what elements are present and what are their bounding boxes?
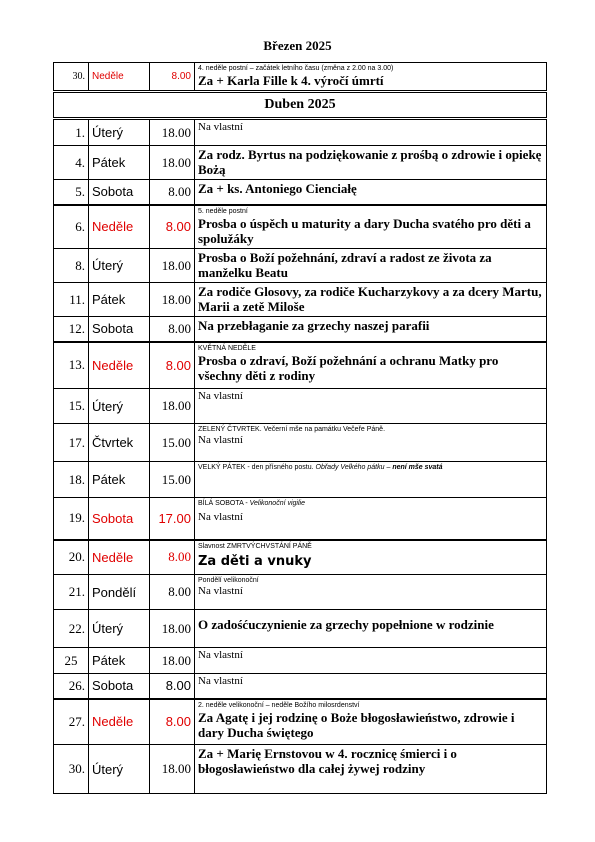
table-row: [54, 63, 547, 92]
day-cell: 1.: [54, 119, 89, 146]
liturgical-note: Slavnost ZMRTVÝCHVSTÁNÍ PÁNĚ: [198, 542, 312, 550]
day-cell: 27.: [54, 699, 89, 745]
intention-text: Prosba o zdraví, Boží požehnání a ochranu Matky pro všechny děti z rodiny: [198, 352, 499, 383]
intention-text: Prosba o úspěch u maturity a dary Ducha svatého pro děti a spolužáky: [198, 215, 531, 246]
day-cell: 25: [54, 648, 89, 674]
day-cell: 26.: [54, 674, 89, 699]
weekday-cell: Neděle: [89, 205, 150, 249]
intention-cell: [195, 283, 547, 317]
day-cell: 30.: [54, 745, 89, 794]
intention-text: Na vlastní: [198, 390, 243, 402]
intention-text: Na vlastní: [198, 649, 243, 661]
day-cell: 12.: [54, 317, 89, 342]
intention-cell: [195, 462, 547, 498]
intention-cell: [195, 63, 547, 92]
intention-cell: [195, 249, 547, 283]
time-cell: 8.00: [150, 674, 195, 699]
intention-text: Na vlastní: [198, 585, 243, 597]
time-cell: 8.00: [150, 575, 195, 610]
time-cell: 18.00: [150, 648, 195, 674]
day-cell: 4.: [54, 146, 89, 180]
table-row: [54, 119, 547, 146]
day-cell: 6.: [54, 205, 89, 249]
day-cell: 18.: [54, 462, 89, 498]
note-part: ZELENÝ ČTVRTEK.: [198, 426, 264, 433]
note-part: Velikonoční vigilie: [249, 500, 305, 507]
liturgical-note: 2. neděle velikonoční – neděle Božího milosrdenství: [198, 701, 360, 709]
intention-text: Za rodz. Byrtus na podziękowanie z prośbą o zdrowie i opiekę Bożą: [198, 147, 542, 177]
intention-cell: [195, 389, 547, 424]
weekday-cell: Sobota: [89, 180, 150, 205]
table-row: [54, 205, 547, 249]
liturgical-note: KVĚTNÁ NEDĚLE: [198, 344, 256, 352]
time-cell: 18.00: [150, 119, 195, 146]
weekday-cell: Neděle: [89, 63, 150, 92]
note-part: Večerní mše na památku Večeře Páně.: [263, 426, 386, 433]
note-part: BÍLÁ SOBOTA -: [198, 500, 250, 507]
time-cell: 18.00: [150, 283, 195, 317]
intention-cell: [195, 424, 547, 462]
weekday-cell: Sobota: [89, 498, 150, 540]
intention-text: Na vlastní: [198, 434, 243, 446]
weekday-cell: Pátek: [89, 283, 150, 317]
liturgical-note: Pondělí velikonoční: [198, 577, 259, 584]
day-cell: 30.: [54, 63, 89, 92]
weekday-cell: Pátek: [89, 146, 150, 180]
intention-text: Na vlastní: [198, 121, 243, 133]
weekday-cell: Úterý: [89, 745, 150, 794]
weekday-cell: Pátek: [89, 648, 150, 674]
intention-text: Za děti a vnuky: [198, 553, 312, 569]
table-row: [54, 745, 547, 794]
intention-text: Prosba o Boží požehnání, zdraví a radost ze života za manželku Beatu: [198, 250, 492, 280]
time-cell: 8.00: [150, 540, 195, 575]
intention-cell: [195, 610, 547, 648]
time-cell: 18.00: [150, 745, 195, 794]
day-cell: 5.: [54, 180, 89, 205]
time-cell: 18.00: [150, 389, 195, 424]
time-cell: 8.00: [150, 63, 195, 92]
day-cell: 11.: [54, 283, 89, 317]
intention-cell: [195, 146, 547, 180]
month-heading: Duben 2025: [54, 92, 547, 119]
table-row: [54, 180, 547, 205]
time-cell: 15.00: [150, 462, 195, 498]
weekday-cell: Úterý: [89, 119, 150, 146]
weekday-cell: Čtvrtek: [89, 424, 150, 462]
table-row: [54, 674, 547, 699]
liturgical-note: [198, 425, 543, 434]
time-cell: 18.00: [150, 249, 195, 283]
table-row: [54, 575, 547, 610]
table-row: [54, 424, 547, 462]
time-cell: 8.00: [150, 180, 195, 205]
intention-cell: [195, 180, 547, 205]
intention-cell: [195, 498, 547, 540]
intention-cell: [195, 317, 547, 342]
table-row: [54, 283, 547, 317]
weekday-cell: Neděle: [89, 342, 150, 389]
intention-text: Na vlastní: [198, 675, 243, 687]
table-row: [54, 699, 547, 745]
day-cell: 17.: [54, 424, 89, 462]
table-row: [54, 317, 547, 342]
intention-text: O zadośćuczynienie za grzechy popełnione w rodzinie: [198, 617, 494, 632]
time-cell: 8.00: [150, 317, 195, 342]
note-part: Obřady Velkého pátku –: [315, 464, 393, 471]
intention-cell: [195, 674, 547, 699]
intention-text: Na przebłaganie za grzechy naszej parafii: [198, 318, 430, 333]
liturgical-note: [198, 463, 543, 472]
weekday-cell: Neděle: [89, 540, 150, 575]
month-header-row: [54, 92, 547, 119]
weekday-cell: Sobota: [89, 674, 150, 699]
day-cell: 22.: [54, 610, 89, 648]
table-row: [54, 389, 547, 424]
table-row: [54, 610, 547, 648]
time-cell: 18.00: [150, 146, 195, 180]
intention-text: Za + Karla Fille k 4. výročí úmrtí: [198, 73, 384, 88]
note-part: není mše svatá: [392, 464, 443, 471]
note-part: VELKÝ PÁTEK - den přísného postu.: [198, 464, 316, 471]
table-row: [54, 146, 547, 180]
day-cell: 15.: [54, 389, 89, 424]
day-cell: 21.: [54, 575, 89, 610]
weekday-cell: Sobota: [89, 317, 150, 342]
weekday-cell: Neděle: [89, 699, 150, 745]
time-cell: 17.00: [150, 498, 195, 540]
day-cell: 19.: [54, 498, 89, 540]
intention-cell: [195, 575, 547, 610]
weekday-cell: Pátek: [89, 462, 150, 498]
time-cell: 15.00: [150, 424, 195, 462]
table-row: [54, 342, 547, 389]
intention-cell: [195, 119, 547, 146]
liturgical-note: 5. neděle postní: [198, 207, 248, 215]
liturgical-note: 4. neděle postní – začátek letního času (změna z 2.00 na 3.00): [198, 65, 394, 72]
table-row: [54, 249, 547, 283]
weekday-cell: Úterý: [89, 249, 150, 283]
intention-text: Za Agatę i jej rodzinę o Boże błogosławieństwo, zdrowie i dary Ducha świętego: [198, 709, 515, 740]
intention-text: Za + Marię Ernstovou w 4. rocznicę śmierci i o błogosławieństwo dla całej żywej rodziny: [198, 746, 457, 776]
time-cell: 8.00: [150, 205, 195, 249]
day-cell: 20.: [54, 540, 89, 575]
weekday-cell: Úterý: [89, 610, 150, 648]
mass-intentions-table: [53, 62, 547, 794]
time-cell: 8.00: [150, 342, 195, 389]
weekday-cell: Pondělí: [89, 575, 150, 610]
table-row: [54, 648, 547, 674]
intention-cell: [195, 205, 547, 249]
time-cell: 18.00: [150, 610, 195, 648]
intention-cell: [195, 540, 547, 575]
page-title: Březen 2025: [263, 38, 332, 53]
time-cell: 8.00: [150, 699, 195, 745]
intention-text: Za rodiče Glosovy, za rodiče Kucharzykovy a za dcery Martu, Marii a zetě Miloše: [198, 284, 542, 314]
intention-cell: [195, 745, 547, 794]
day-cell: 13.: [54, 342, 89, 389]
table-row: [54, 540, 547, 575]
weekday-cell: Úterý: [89, 389, 150, 424]
intention-text: Na vlastní: [198, 511, 243, 523]
liturgical-note: [198, 499, 543, 508]
intention-cell: [195, 699, 547, 745]
table-row: [54, 462, 547, 498]
intention-cell: [195, 648, 547, 674]
intention-cell: [195, 342, 547, 389]
table-row: [54, 498, 547, 540]
day-cell: 8.: [54, 249, 89, 283]
intention-text: Za + ks. Antoniego Cienciałę: [198, 181, 357, 196]
